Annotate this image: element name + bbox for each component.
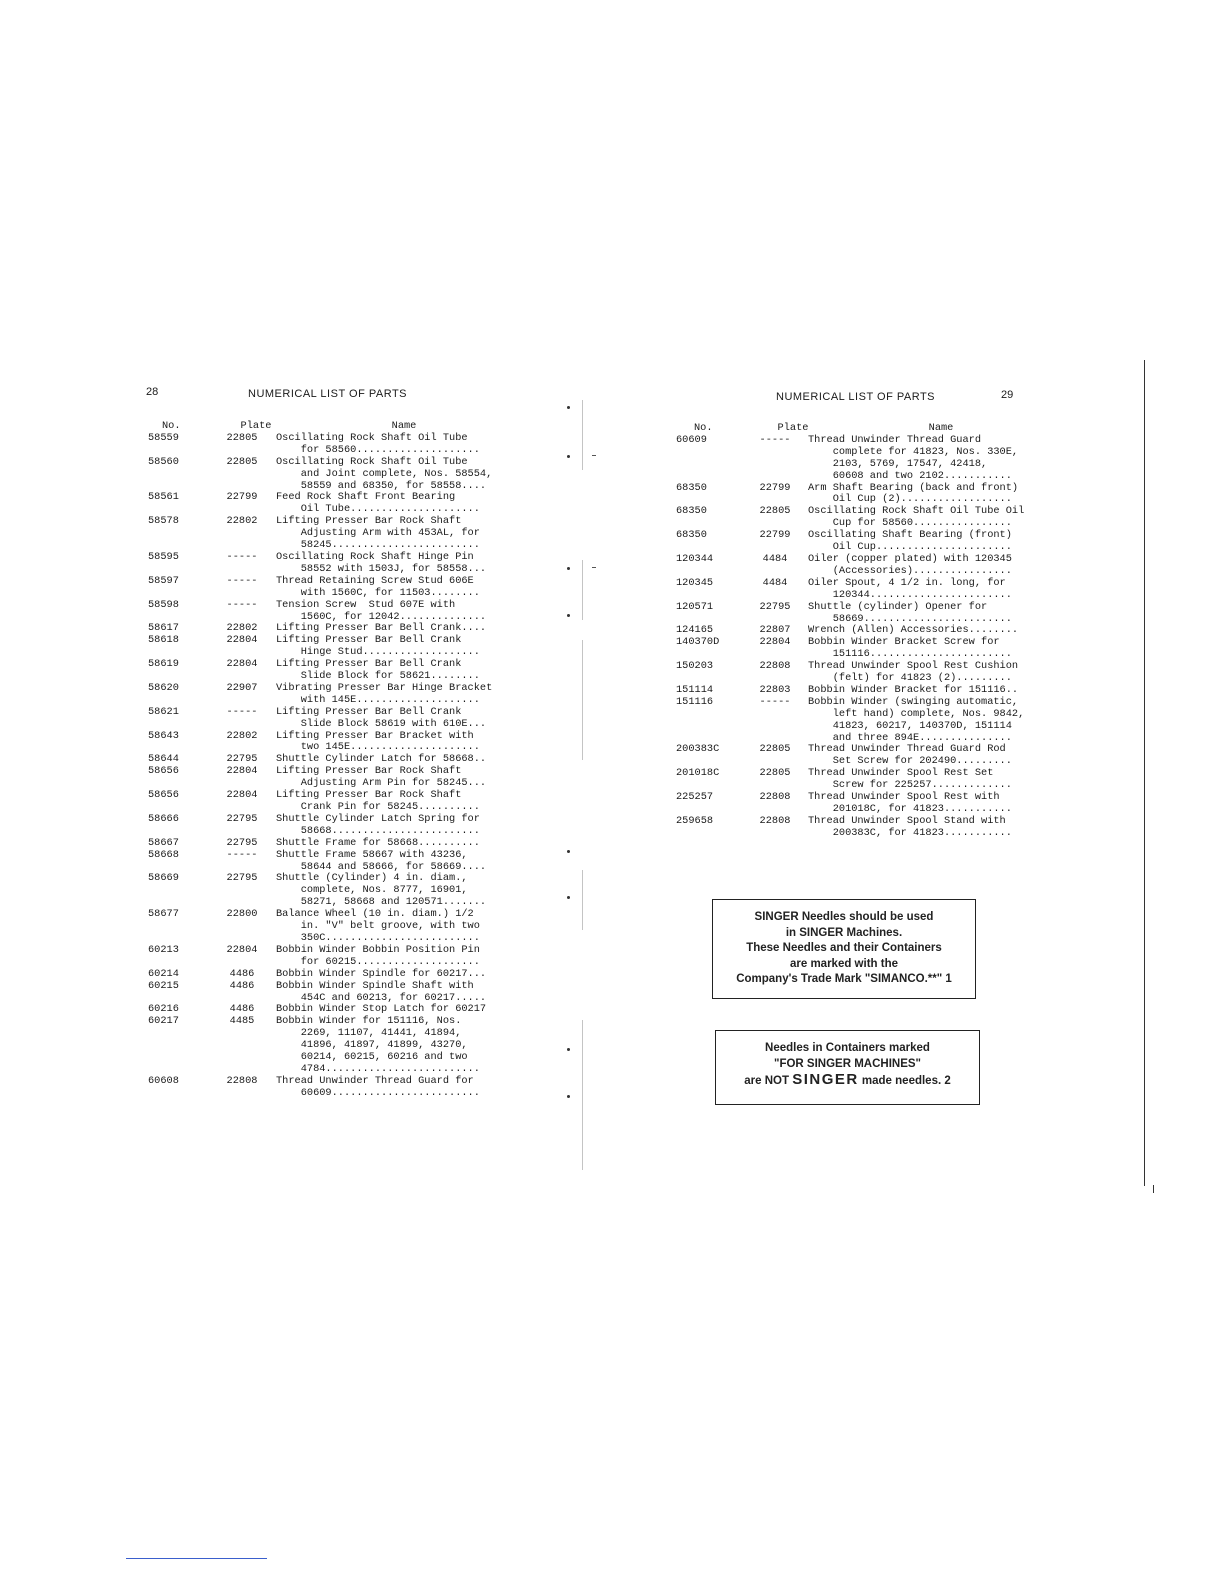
part-number: 58621	[148, 705, 179, 718]
plate-number: 22804	[226, 943, 258, 956]
part-name: Lifting Presser Bar Bell Crank Slide Block 58619 with 610E...	[276, 705, 487, 730]
table-row	[148, 731, 538, 755]
gutter-line	[582, 560, 583, 620]
notice-line: Company's Trade Mark "SIMANCO.**" 1	[736, 973, 952, 985]
notice-line: These Needles and their Containers	[746, 942, 942, 954]
page-number: 28	[146, 386, 159, 398]
right-page	[612, 0, 1224, 1584]
part-number: 58619	[148, 658, 179, 671]
part-number: 58620	[148, 681, 179, 694]
part-number: 60217	[148, 1015, 179, 1028]
plate-number: -----	[226, 848, 258, 861]
gutter-line	[592, 455, 596, 456]
column-header-plate: Plate	[240, 420, 272, 432]
notice-line: in SINGER Machines.	[785, 926, 903, 939]
page-header: NUMERICAL LIST OF PARTS	[776, 391, 936, 403]
notice-prefix: are NOT	[744, 1075, 789, 1087]
table-row	[148, 600, 538, 624]
part-number: 58561	[148, 491, 179, 504]
part-name: Thread Unwinder Thread Guard for 60609........................	[276, 1074, 480, 1099]
table-row	[676, 530, 1056, 554]
part-name: Shuttle Frame 58667 with 43236, 58644 and 58666, for 58669....	[276, 848, 487, 873]
plate-number: 22805	[759, 767, 791, 780]
part-name: Tension Screw Stud 607E with 1560C, for 12042..............	[276, 598, 487, 623]
gutter-line	[582, 640, 583, 760]
table-row	[148, 457, 538, 493]
table-row	[676, 697, 1056, 745]
plate-number: 22802	[226, 729, 258, 742]
part-number: 58656	[148, 765, 179, 778]
part-name: Feed Rock Shaft Front Bearing Oil Tube.....................	[276, 491, 480, 516]
part-name: Vibrating Presser Bar Hinge Bracket with 145E....................	[276, 681, 493, 706]
table-row	[676, 816, 1056, 840]
notice-line: "FOR SINGER MACHINES"	[774, 1057, 921, 1070]
part-name: Thread Unwinder Thread Guard Rod Set Screw for 202490.........	[808, 743, 1012, 768]
part-name: Thread Unwinder Thread Guard complete for 41823, Nos. 330E, 2103, 5769, 17547, 42418, 60608 and two 2102...........	[808, 433, 1019, 482]
table-row	[148, 766, 538, 790]
plate-number: 22795	[759, 600, 791, 613]
gutter-mark	[567, 850, 570, 853]
gutter-mark	[567, 614, 570, 617]
part-number: 58560	[148, 455, 179, 468]
part-number: 120344	[676, 552, 714, 565]
column-header-no: No.	[162, 420, 181, 432]
plate-number: 4484	[762, 552, 788, 565]
plate-number: 22804	[226, 634, 258, 647]
gutter-mark	[567, 1048, 570, 1051]
gutter-line	[582, 1020, 583, 1170]
table-row	[148, 552, 538, 576]
part-number: 58618	[148, 634, 179, 647]
part-number: 58578	[148, 515, 179, 528]
plate-number: 22800	[226, 908, 258, 921]
part-number: 120345	[676, 576, 714, 589]
parts-table	[676, 423, 1056, 840]
part-number: 225257	[676, 791, 714, 804]
notice-line: SINGER Needles should be used	[754, 911, 934, 923]
part-number: 58559	[148, 431, 179, 444]
part-number: 60216	[148, 1003, 179, 1016]
part-name: Oscillating Rock Shaft Hinge Pin 58552 with 1503J, for 58558...	[276, 550, 487, 575]
part-name: Bobbin Winder Bracket Screw for 151116.......................	[808, 636, 1012, 661]
parts-table	[148, 421, 538, 1100]
plate-number: -----	[226, 550, 258, 563]
plate-number: 22802	[226, 515, 258, 528]
table-row	[676, 554, 1056, 578]
table-row	[676, 506, 1056, 530]
plate-number: 22795	[226, 836, 258, 849]
singer-brand: SINGER	[792, 1071, 859, 1088]
part-name: Bobbin Winder Spindle for 60217...	[276, 967, 487, 980]
part-name: Oscillating Shaft Bearing (front) Oil Cup......................	[808, 529, 1012, 554]
part-name: Shuttle Frame for 58668..........	[276, 836, 480, 849]
part-number: 60213	[148, 943, 179, 956]
part-name: Thread Unwinder Spool Stand with 200383C, for 41823...........	[808, 814, 1012, 839]
part-name: Thread Unwinder Spool Rest with 201018C, for 41823...........	[808, 791, 1012, 815]
part-name: Lifting Presser Bar Bell Crank....	[276, 622, 487, 635]
gutter-line	[582, 870, 583, 930]
part-number: 151114	[676, 683, 714, 696]
gutter-mark	[567, 455, 570, 458]
table-row	[676, 744, 1056, 768]
part-number: 60214	[148, 967, 179, 980]
table-row	[148, 1016, 538, 1076]
part-number: 58644	[148, 753, 179, 766]
plate-number: 22802	[226, 622, 258, 635]
part-name: Bobbin Winder Spindle Shaft with 454C and 60213, for 60217.....	[276, 979, 487, 1004]
part-number: 60609	[676, 433, 707, 446]
table-row	[676, 637, 1056, 661]
needles-notice-box	[712, 899, 976, 999]
part-number: 60215	[148, 979, 179, 992]
plate-number: 22799	[226, 491, 258, 504]
plate-number: 22795	[226, 812, 258, 825]
table-row	[148, 707, 538, 731]
table-row	[676, 792, 1056, 816]
plate-number: 22807	[759, 624, 791, 637]
plate-number: 22804	[226, 765, 258, 778]
footnote-rule	[126, 1558, 267, 1559]
part-number: 58643	[148, 729, 179, 742]
part-name: Shuttle (cylinder) Opener for 58669........................	[808, 600, 1012, 625]
table-row	[148, 790, 538, 814]
gutter-mark	[567, 1095, 570, 1098]
plate-number: -----	[759, 433, 791, 446]
table-row	[148, 945, 538, 969]
table-row	[148, 969, 538, 981]
page-edge-line	[1144, 360, 1145, 1186]
table-row	[148, 492, 538, 516]
plate-number: 22795	[226, 872, 258, 885]
table-row	[148, 850, 538, 874]
part-number: 58656	[148, 789, 179, 802]
part-number: 259658	[676, 814, 714, 827]
part-name: Balance Wheel (10 in. diam.) 1/2 in. "V" belt groove, with two 350C.........................	[276, 908, 480, 944]
plate-number: 22799	[759, 481, 791, 494]
part-name: Oiler (copper plated) with 120345 (Accessories)................	[808, 552, 1012, 577]
gutter-line	[582, 400, 583, 470]
plate-number: 22804	[759, 636, 791, 649]
part-name: Oscillating Rock Shaft Oil Tube and Joint complete, Nos. 58554, 58559 and 68350, for 58558....	[276, 455, 493, 492]
part-number: 58677	[148, 908, 179, 921]
table-row	[148, 576, 538, 600]
plate-number: 22808	[759, 660, 791, 673]
plate-number: 22799	[759, 529, 791, 542]
part-name: Thread Unwinder Spool Rest Cushion (felt) for 41823 (2).........	[808, 660, 1019, 685]
part-number: 150203	[676, 660, 714, 673]
plate-number: 22808	[226, 1074, 258, 1087]
gutter-mark	[567, 406, 570, 409]
part-number: 68350	[676, 529, 707, 542]
part-name: Oscillating Rock Shaft Oil Tube for 58560....................	[276, 431, 480, 456]
part-name: Shuttle Cylinder Latch Spring for 58668........................	[276, 812, 480, 837]
table-row	[148, 873, 538, 909]
plate-number: 22805	[226, 455, 258, 468]
plate-number: -----	[226, 574, 258, 587]
page-header: NUMERICAL LIST OF PARTS	[248, 388, 408, 400]
part-name: Bobbin Winder Bobbin Position Pin for 60215....................	[276, 943, 480, 968]
plate-number: 22808	[759, 791, 791, 804]
table-rows	[676, 435, 1056, 840]
page-edge-mark	[1153, 1185, 1154, 1193]
part-name: Thread Retaining Screw Stud 606E with 1560C, for 11503........	[276, 574, 480, 599]
table-row	[148, 814, 538, 838]
column-header-no: No.	[694, 422, 713, 434]
part-name: Lifting Presser Bar Bracket with two 145E.....................	[276, 729, 480, 754]
plate-number: 4485	[229, 1015, 255, 1028]
notice-suffix: made needles. 2	[861, 1075, 951, 1087]
part-number: 151116	[676, 695, 714, 708]
plate-number: 4486	[229, 979, 255, 992]
part-name: Oscillating Rock Shaft Oil Tube Oil Cup for 58560................	[808, 505, 1025, 530]
part-name: Thread Unwinder Spool Rest Set Screw for 225257.............	[808, 767, 1012, 792]
part-number: 58669	[148, 872, 179, 885]
part-number: 58598	[148, 598, 179, 611]
gutter-mark	[567, 896, 570, 899]
part-name: Oiler Spout, 4 1/2 in. long, for 120344.......................	[808, 576, 1012, 601]
table-row	[148, 683, 538, 707]
table-row	[676, 483, 1056, 507]
plate-number: 22805	[759, 505, 791, 518]
column-header-name: Name	[928, 422, 954, 434]
part-number: 58668	[148, 848, 179, 861]
left-page	[0, 0, 600, 1584]
column-header-name: Name	[391, 420, 417, 432]
part-number: 58617	[148, 622, 179, 635]
table-row	[676, 768, 1056, 792]
table-row	[676, 578, 1056, 602]
plate-number: 4484	[762, 576, 788, 589]
notice-line: Needles in Containers marked	[765, 1042, 930, 1054]
plate-number: 4486	[229, 1003, 255, 1016]
table-rows	[148, 433, 538, 1100]
plate-number: -----	[226, 598, 258, 611]
table-row	[148, 981, 538, 1005]
part-name: Lifting Presser Bar Bell Crank Slide Block for 58621........	[276, 658, 480, 683]
table-row	[676, 661, 1056, 685]
table-row	[148, 838, 538, 850]
part-number: 201018C	[676, 767, 720, 780]
table-row	[148, 909, 538, 945]
table-row	[676, 435, 1056, 483]
containers-notice-box	[715, 1030, 980, 1105]
plate-number: 22804	[226, 789, 258, 802]
part-number: 124165	[676, 624, 714, 637]
part-name: Wrench (Allen) Accessories........	[808, 624, 1019, 637]
part-number: 68350	[676, 505, 707, 518]
column-header-plate: Plate	[777, 422, 809, 434]
part-name: Lifting Presser Bar Rock Shaft Adjusting Arm Pin for 58245...	[276, 765, 487, 790]
part-name: Bobbin Winder Stop Latch for 60217	[276, 1003, 487, 1016]
plate-number: 22907	[226, 681, 258, 694]
part-number: 58595	[148, 550, 179, 563]
part-number: 120571	[676, 600, 714, 613]
notice-line: are marked with the	[789, 957, 898, 970]
plate-number: 22805	[226, 431, 258, 444]
notice-line-brand	[716, 1072, 979, 1090]
plate-number: 4486	[229, 967, 255, 980]
plate-number: 22803	[759, 683, 791, 696]
plate-number: 22808	[759, 814, 791, 827]
part-number: 58667	[148, 836, 179, 849]
part-number: 200383C	[676, 743, 720, 756]
part-name: Arm Shaft Bearing (back and front) Oil Cup (2)..................	[808, 481, 1019, 506]
part-number: 140370D	[676, 636, 720, 649]
table-row	[148, 433, 538, 457]
part-name: Bobbin Winder (swinging automatic, left hand) complete, Nos. 9842, 41823, 60217, 140370D, 151114 and three 894E...............	[808, 695, 1025, 744]
gutter-line	[592, 567, 596, 568]
part-number: 60608	[148, 1074, 179, 1087]
page-number: 29	[1001, 389, 1014, 401]
gutter-mark	[567, 567, 570, 570]
plate-number: 22805	[759, 743, 791, 756]
plate-number: -----	[226, 705, 258, 718]
plate-number: -----	[759, 695, 791, 708]
plate-number: 22795	[226, 753, 258, 766]
part-name: Lifting Presser Bar Bell Crank Hinge Stud...................	[276, 634, 480, 659]
part-name: Bobbin Winder for 151116, Nos. 2269, 11107, 41441, 41894, 41896, 41897, 41899, 43270, 60214, 60215, 60216 and two 4784.........................	[276, 1015, 480, 1075]
part-number: 58597	[148, 574, 179, 587]
part-name: Shuttle Cylinder Latch for 58668..	[276, 753, 487, 766]
table-row	[148, 516, 538, 552]
table-row	[676, 602, 1056, 626]
part-name: Shuttle (Cylinder) 4 in. diam., complete, Nos. 8777, 16901, 58271, 58668 and 120571.......	[276, 872, 487, 909]
part-number: 68350	[676, 481, 707, 494]
plate-number: 22804	[226, 658, 258, 671]
part-number: 58666	[148, 812, 179, 825]
part-name: Lifting Presser Bar Rock Shaft Adjusting Arm with 453AL, for 58245........................	[276, 515, 480, 552]
table-row	[148, 659, 538, 683]
part-name: Lifting Presser Bar Rock Shaft Crank Pin for 58245..........	[276, 789, 480, 813]
table-row	[148, 1076, 538, 1100]
table-row	[148, 635, 538, 659]
part-name: Bobbin Winder Bracket for 151116..	[808, 683, 1019, 696]
